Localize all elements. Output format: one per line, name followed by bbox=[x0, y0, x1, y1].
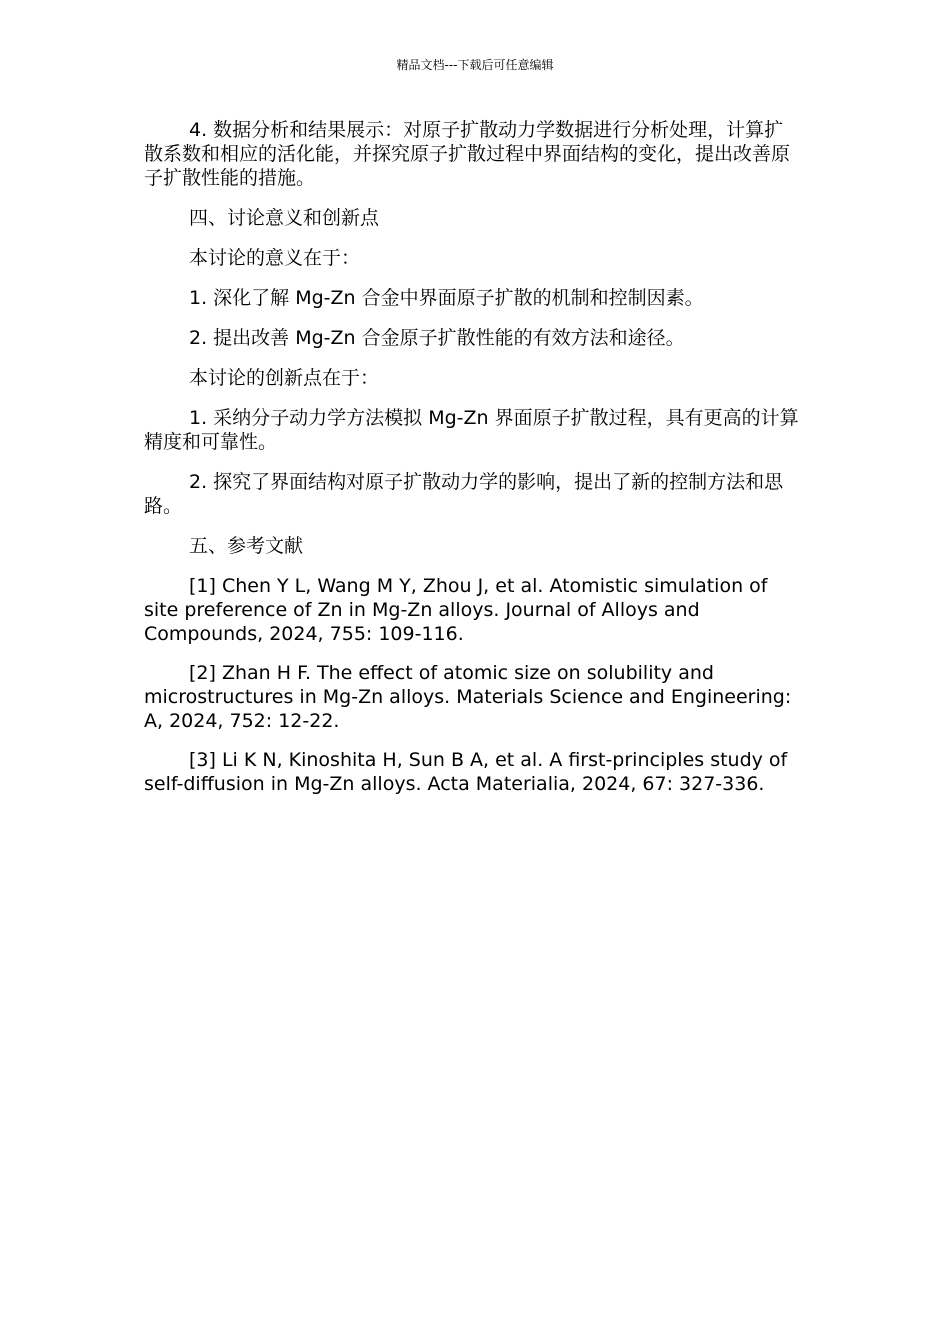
page-header: 精品文档---下载后可任意编辑 bbox=[396, 58, 554, 72]
section-heading-references: 五、参考文献 bbox=[189, 535, 304, 557]
reference-item-1: [1] Chen Y L, Wang M Y, Zhou J, et al. Atomistic simulation of site preference of Zn in Mg-Zn alloys. Journal of Alloys and Compounds, 2024, 755: 109-116. bbox=[144, 575, 768, 645]
list-item-innovation-1: 1. 采纳分子动力学方法模拟 Mg-Zn 界面原子扩散过程，具有更高的计算精度和可靠性。 bbox=[144, 407, 799, 453]
reference-item-2: [2] Zhan H F. The effect of atomic size on solubility and microstructures in Mg-Zn alloys. Materials Science and Engineering: A, 2024, 752: 12-22. bbox=[144, 662, 792, 732]
list-item-significance-2: 2. 提出改善 Mg-Zn 合金原子扩散性能的有效方法和途径。 bbox=[189, 327, 685, 349]
paragraph-innovation-intro: 本讨论的创新点在于： bbox=[189, 367, 380, 389]
paragraph-significance-intro: 本讨论的意义在于： bbox=[189, 247, 361, 269]
list-item-significance-1: 1. 深化了解 Mg-Zn 合金中界面原子扩散的机制和控制因素。 bbox=[189, 287, 704, 309]
section-heading-significance: 四、讨论意义和创新点 bbox=[189, 207, 380, 229]
reference-item-3: [3] Li K N, Kinoshita H, Sun B A, et al. A first-principles study of self-diffusion in Mg-Zn alloys. Acta Materialia, 2024, 67: 327-336. bbox=[144, 749, 788, 795]
list-item-innovation-2: 2. 探究了界面结构对原子扩散动力学的影响，提出了新的控制方法和思路。 bbox=[144, 471, 784, 517]
document-body bbox=[144, 118, 800, 811]
paragraph-data-analysis: 4. 数据分析和结果展示：对原子扩散动力学数据进行分析处理，计算扩散系数和相应的活化能，并探究原子扩散过程中界面结构的变化，提出改善原子扩散性能的措施。 bbox=[144, 119, 791, 189]
